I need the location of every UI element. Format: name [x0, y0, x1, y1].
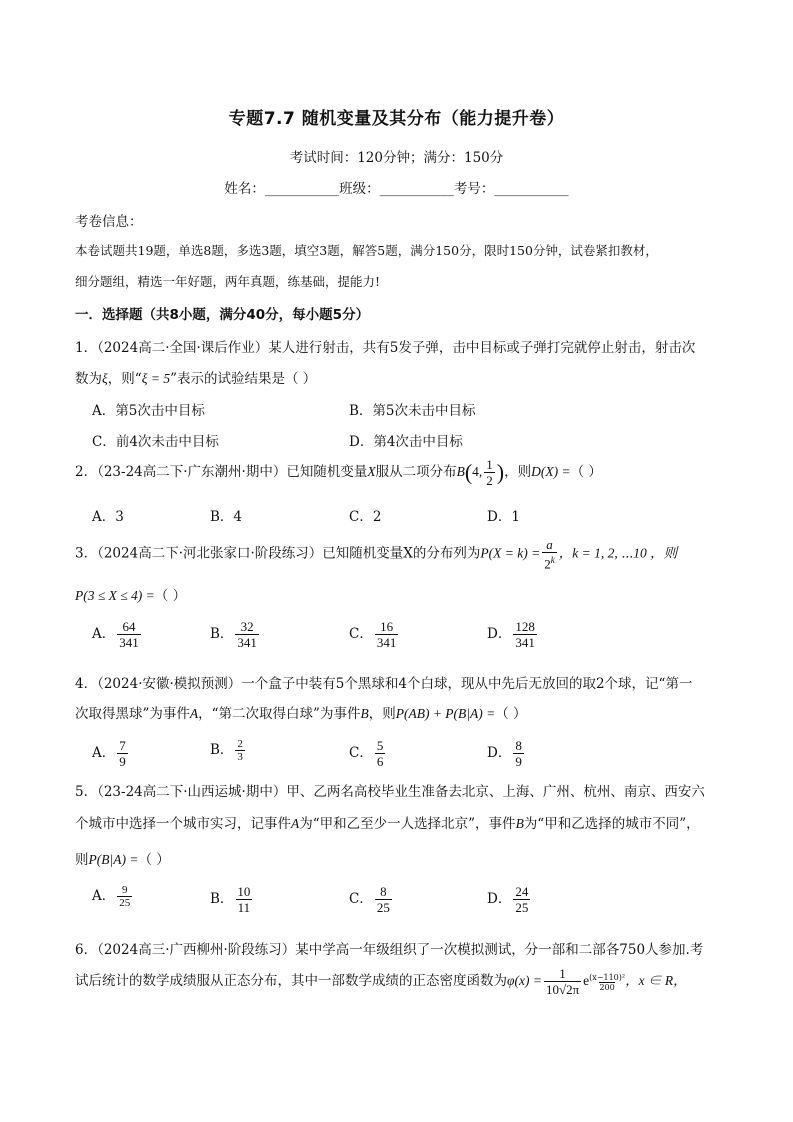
question-5-option-c: C． $\frac{8}{25}$	[349, 884, 390, 915]
question-5-line-1: 5．（23-24高二下·山西运城·期中）甲、乙两名高校毕业生准备去北京、上海、广州、杭州、南京、西安六	[75, 784, 705, 800]
fraction-one-half: $\frac{1}{2}$	[486, 457, 493, 488]
question-4-line-1: 4．（2024·安徽·模拟预测）一个盒子中装有5个黑球和4个白球，现从中先后无放回的取2个球，记“第一	[75, 676, 693, 692]
question-2-option-d: D．1	[487, 509, 520, 525]
question-4-option-d: D． $\frac{8}{9}$	[487, 738, 522, 769]
info-heading: 考卷信息：	[75, 214, 143, 230]
exponent-fraction: $\frac{\text{(x−110)²}}{200}$	[589, 972, 626, 992]
question-3-option-a: A． $\frac{64}{341}$	[92, 619, 139, 650]
question-1-option-d: D．第4次击中目标	[349, 434, 463, 450]
fraction-normal-density: $\frac{1}{10√2\pi}$	[545, 966, 580, 997]
section-heading: 一．选择题（共8小题，满分40分，每小题5分）	[75, 307, 370, 323]
question-6-line-2: 试后统计的数学成绩服从正态分布，其中一部数学成绩的正态密度函数为φ(x) = $\frac{1}{10√2\pi}$ e $\frac{\text{(x−110)²}}{200}$ ，x ∈ R，	[75, 966, 687, 997]
question-3-option-b: B． $\frac{32}{341}$	[210, 619, 257, 650]
question-5-option-b: B． $\frac{10}{11}$	[210, 884, 251, 915]
page-title: 专题7.7 随机变量及其分布（能力提升卷）	[228, 109, 565, 129]
question-5-option-a: A． $\frac{9}{25}$	[92, 884, 131, 909]
question-4-option-b: B． $\frac{2}{3}$	[210, 738, 243, 763]
fraction-a-over-2k: $\frac{a}{2^k}$	[544, 537, 555, 572]
question-1-option-b: B．第5次未击中目标	[349, 403, 476, 419]
question-5-line-3: 则P(B|A) =（ ）	[75, 852, 170, 868]
exam-time: 考试时间：120分钟；满分：150分	[289, 150, 504, 166]
question-3-option-c: C． $\frac{16}{341}$	[349, 619, 397, 650]
question-2-stem: 2．（23-24高二下·广东潮州·期中）已知随机变量X服从二项分布B(4, $\frac{1}{2}$ )，则D(X) =（ ）	[75, 457, 602, 488]
question-2-option-a: A．3	[92, 509, 124, 525]
question-4-line-2: 次取得黑球”为事件A，“第二次取得白球”为事件B，则P(AB) + P(B|A) =（ ）	[75, 706, 527, 722]
question-5-line-2: 个城市中选择一个城市实习，记事件A为“甲和乙至少一人选择北京”，事件B为“甲和乙选择的城市不同”，	[75, 816, 700, 832]
question-4-option-c: C． $\frac{5}{6}$	[349, 738, 384, 769]
question-3-line-2: P(3 ≤ X ≤ 4) =（ ）	[75, 588, 187, 604]
question-2-option-c: C．2	[349, 509, 382, 525]
question-1-option-a: A．第5次击中目标	[92, 403, 205, 419]
question-1-line-2: 数为ξ，则“ξ = 5”表示的试验结果是（ ）	[75, 371, 317, 387]
question-4-option-a: A． $\frac{7}{9}$	[92, 738, 126, 769]
question-1-line-1: 1．（2024高二·全国·课后作业）某人进行射击，共有5发子弹，击中目标或子弹打完就停止射击，射击次	[75, 340, 696, 356]
info-body-line-1: 本卷试题共19题，单选8题，多选3题，填空3题，解答5题，满分150分，限时150分钟，试卷紧扣教材，	[75, 243, 658, 258]
question-3-stem: 3．（2024高二下·河北张家口·阶段练习）已知随机变量X的分布列为P(X = k) = $\frac{a}{2^k}$ ，k = 1, 2, ⋯10 ，则	[75, 537, 678, 572]
student-info: 姓名：___________班级：___________考号：___________	[224, 181, 569, 197]
info-body-line-2: 细分题组，精选一年好题，两年真题，练基础，提能力!	[75, 274, 381, 289]
question-5-option-d: D． $\frac{24}{25}$	[487, 884, 529, 915]
question-3-option-d: D． $\frac{128}{341}$	[487, 619, 535, 650]
question-1-option-c: C．前4次未击中目标	[92, 434, 219, 450]
question-2-option-b: B．4	[210, 509, 243, 525]
question-6-line-1: 6．（2024高三·广西柳州·阶段练习）某中学高一年级组织了一次模拟测试，分一部和二部各750人参加.考	[75, 942, 704, 958]
